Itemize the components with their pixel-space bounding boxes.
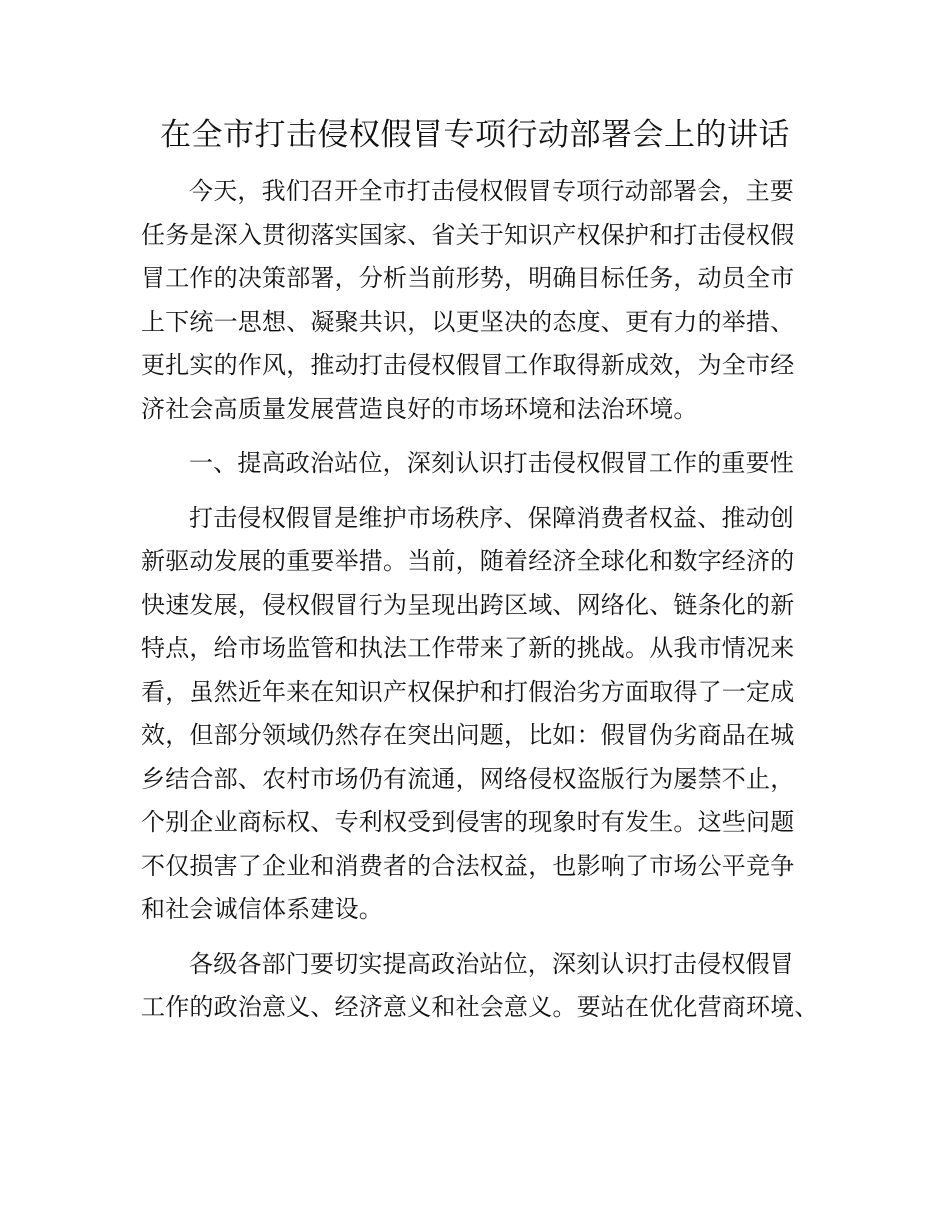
text-line: 个别企业商标权、专利权受到侵害的现象时有发生。这些问题 [141, 808, 795, 836]
paragraph-situation [141, 497, 821, 932]
text-line: 一、提高政治站位，深刻认识打击侵权假冒工作的重要性 [189, 449, 794, 477]
paragraph-requirement [141, 943, 821, 1030]
text-line: 今天，我们召开全市打击侵权假冒专项行动部署会，主要 [189, 177, 794, 205]
text-line: 上下统一思想、凝聚共识，以更坚决的态度、更有力的举措、 [141, 307, 795, 336]
text-line: 乡结合部、农村市场仍有流通，网络侵权盗版行为屡禁不止， [141, 764, 795, 793]
text-line: 济社会高质量发展营造良好的市场环境和法治环境。 [141, 394, 698, 423]
text-line: 和社会诚信体系建设。 [141, 895, 383, 923]
text-line: 不仅损害了企业和消费者的合法权益，也影响了市场公平竞争 [141, 851, 795, 880]
text-line: 各级各部门要切实提高政治站位，深刻认识打击侵权假冒 [189, 949, 794, 978]
section-heading-1 [141, 442, 821, 486]
text-line: 看，虽然近年来在知识产权保护和打假治劣方面取得了一定成 [141, 677, 795, 706]
text-line: 更扎实的作风，推动打击侵权假冒工作取得新成效，为全市经 [141, 351, 795, 379]
paragraph-opening [141, 170, 821, 431]
text-line: 快速发展，侵权假冒行为呈现出跨区域、网络化、链条化的新 [141, 590, 795, 619]
text-line: 效，但部分领域仍然存在突出问题，比如：假冒伪劣商品在城 [141, 721, 795, 749]
text-line: 特点，给市场监管和执法工作带来了新的挑战。从我市情况来 [141, 634, 795, 662]
text-line: 冒工作的决策部署，分析当前形势，明确目标任务，动员全市 [141, 264, 795, 292]
document-body [141, 170, 821, 1041]
text-line: 工作的政治意义、经济意义和社会意义。要站在优化营商环境、 [141, 993, 819, 1021]
text-line: 新驱动发展的重要举措。当前，随着经济全球化和数字经济的 [141, 547, 795, 575]
document-title: 在全市打击侵权假冒专项行动部署会上的讲话 [160, 117, 790, 153]
text-line: 任务是深入贯彻落实国家、省关于知识产权保护和打击侵权假 [141, 220, 795, 249]
text-line: 打击侵权假冒是维护市场秩序、保障消费者权益、推动创 [189, 503, 794, 532]
